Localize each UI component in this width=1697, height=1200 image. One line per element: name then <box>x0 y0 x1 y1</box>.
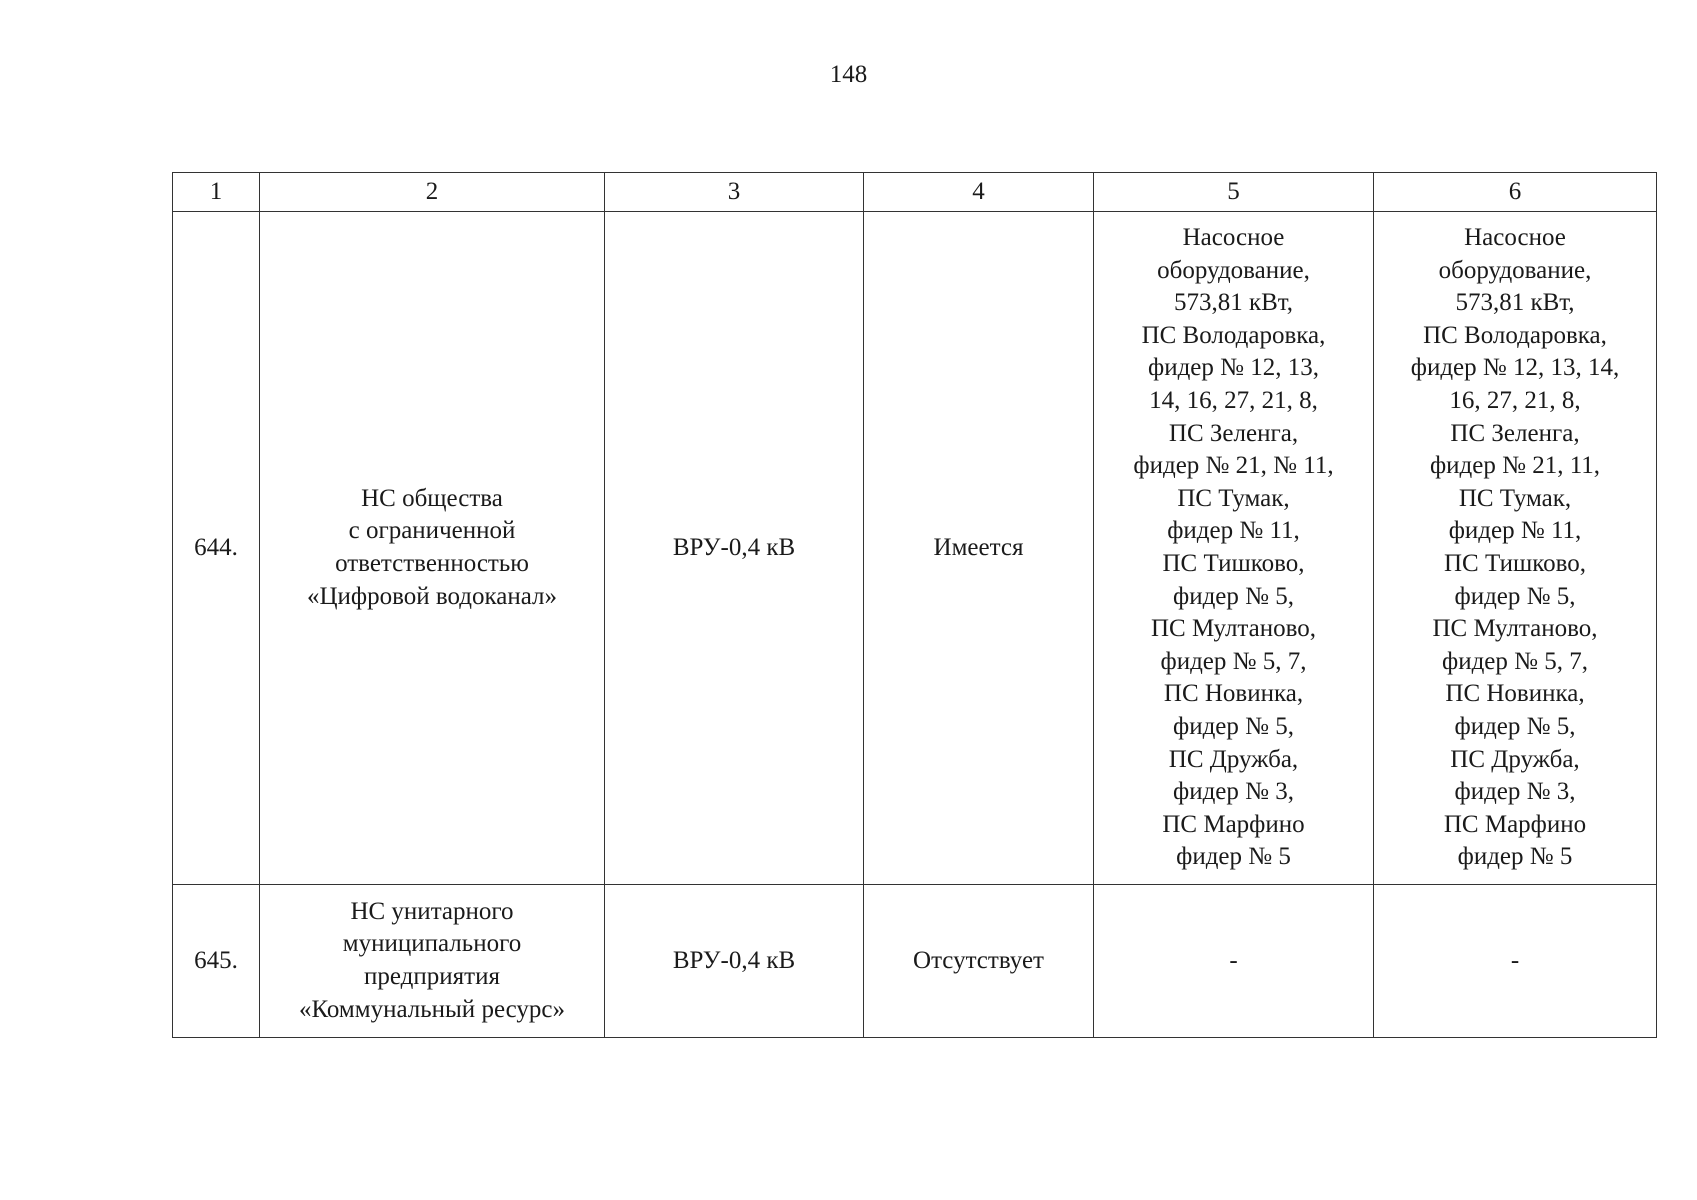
object-name <box>266 896 598 1026</box>
text-line: ПС Новинка, <box>1445 680 1585 708</box>
text-line: 16, 27, 21, 8, <box>1449 387 1581 415</box>
column-6-text <box>1380 945 1650 978</box>
table-row <box>173 885 1657 1038</box>
text-line: ПС Зеленга, <box>1450 419 1580 447</box>
text-line: Насосное <box>1464 224 1566 252</box>
text-line: «Цифровой водоканал» <box>306 582 558 610</box>
data-table <box>172 172 1657 1038</box>
text-line: ПС Тумак, <box>1458 484 1572 512</box>
row-number-cell: 645. <box>173 885 260 1038</box>
text-line: ПС Тумак, <box>1177 484 1290 512</box>
text-line: 573,81 кВт, <box>1173 289 1294 317</box>
header-cell: 6 <box>1374 173 1657 212</box>
text-line: ПС Марфино <box>1162 810 1305 838</box>
text-line: ПС Марфино <box>1443 810 1587 838</box>
header-cell: 3 <box>605 173 864 212</box>
text-line: ПС Дружба, <box>1168 745 1299 773</box>
device-cell: ВРУ-0,4 кВ <box>605 212 864 885</box>
column-5-cell <box>1094 885 1374 1038</box>
text-line: ПС Володаровка, <box>1423 321 1607 349</box>
text-line: фидер № 5, <box>1454 582 1576 610</box>
text-line: фидер № 21, № 11, <box>1133 452 1334 480</box>
text-line: фидер № 5, 7, <box>1442 647 1588 675</box>
column-5-cell <box>1094 212 1374 885</box>
table-header-row <box>173 173 1657 212</box>
text-line: фидер № 12, 13, 14, <box>1410 354 1620 382</box>
text-line: ПС Володаровка, <box>1141 321 1326 349</box>
object-name-cell <box>260 212 605 885</box>
text-line: - <box>1229 946 1238 974</box>
text-line: ПС Мултаново, <box>1432 615 1598 643</box>
page-number: 148 <box>829 61 868 88</box>
row-number-cell: 644. <box>173 212 260 885</box>
text-line: ПС Мултаново, <box>1150 615 1317 643</box>
text-line: фидер № 3, <box>1454 778 1576 806</box>
column-6-cell <box>1374 212 1657 885</box>
text-line: фидер № 5, <box>1173 712 1294 740</box>
text-line: НС унитарного <box>350 897 514 925</box>
text-line: ответственностью <box>335 550 529 577</box>
text-line: фидер № 5 <box>1457 843 1573 871</box>
text-line: фидер № 21, 11, <box>1429 452 1601 480</box>
text-line: муниципального <box>342 930 522 958</box>
text-line: ПС Тишково, <box>1162 550 1305 577</box>
status-cell: Имеется <box>864 212 1094 885</box>
column-5-text <box>1100 945 1367 978</box>
text-line: фидер № 12, 13, <box>1148 354 1319 382</box>
text-line: оборудование, <box>1438 256 1592 284</box>
object-name-cell <box>260 885 605 1038</box>
text-line: Насосное <box>1182 224 1285 252</box>
column-5-text <box>1100 222 1367 874</box>
header-cell: 2 <box>260 173 605 212</box>
text-line: с ограниченной <box>348 517 516 545</box>
text-line: фидер № 5, <box>1454 712 1576 740</box>
column-6-cell <box>1374 885 1657 1038</box>
column-6-text <box>1380 222 1650 874</box>
text-line: - <box>1510 946 1520 974</box>
text-line: «Коммунальный ресурс» <box>298 995 566 1023</box>
header-cell: 4 <box>864 173 1094 212</box>
text-line: ПС Дружба, <box>1450 745 1580 773</box>
text-line: НС общества <box>361 484 503 512</box>
text-line: ПС Тишково, <box>1443 550 1587 577</box>
header-cell: 5 <box>1094 173 1374 212</box>
status-cell: Отсутствует <box>864 885 1094 1038</box>
text-line: фидер № 5 <box>1176 843 1291 871</box>
text-line: фидер № 3, <box>1173 778 1294 806</box>
text-line: фидер № 5, <box>1173 582 1294 610</box>
text-line: фидер № 5, 7, <box>1160 647 1307 675</box>
text-line: предприятия <box>364 963 500 990</box>
object-name <box>266 483 598 613</box>
text-line: ПС Зеленга, <box>1168 419 1299 447</box>
text-line: ПС Новинка, <box>1163 680 1304 708</box>
device-cell: ВРУ-0,4 кВ <box>605 885 864 1038</box>
text-line: фидер № 11, <box>1167 517 1300 545</box>
text-line: оборудование, <box>1157 256 1310 284</box>
text-line: 573,81 кВт, <box>1455 289 1575 317</box>
header-cell: 1 <box>173 173 260 212</box>
text-line: 14, 16, 27, 21, 8, <box>1149 387 1318 415</box>
text-line: фидер № 11, <box>1448 517 1582 545</box>
table-row <box>173 212 1657 885</box>
